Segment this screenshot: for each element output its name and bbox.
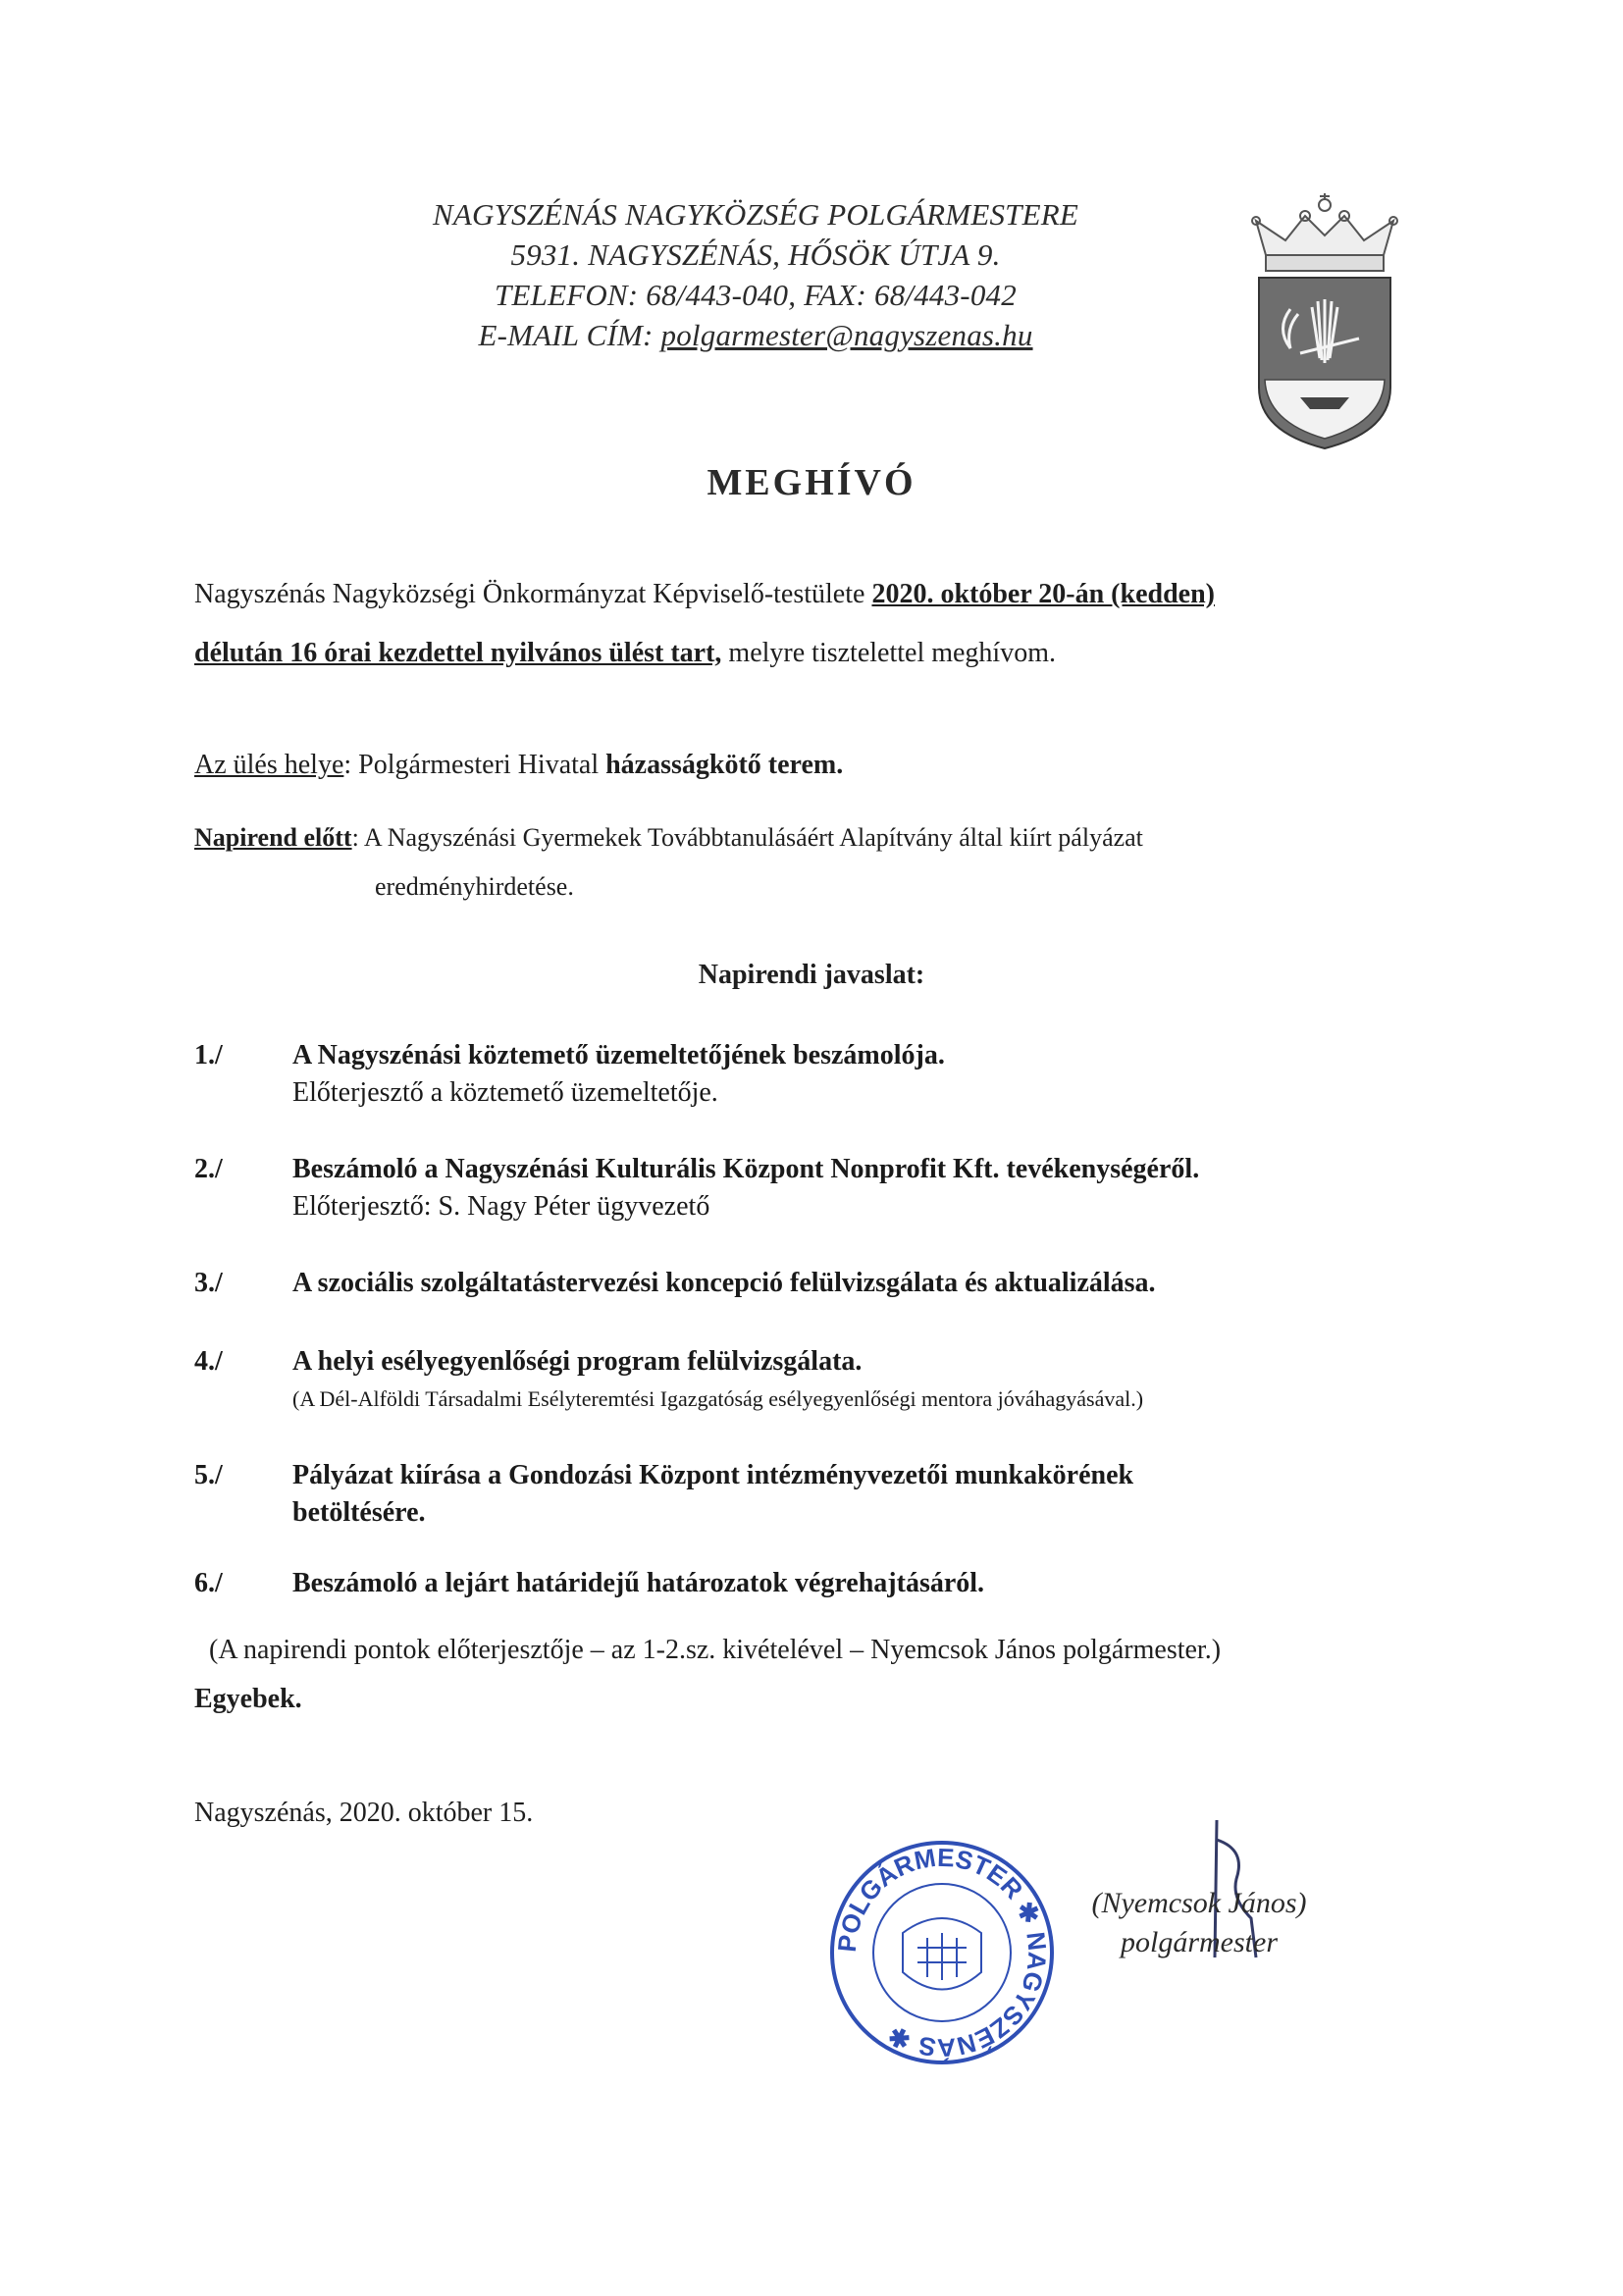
agenda-title: Napirendi javaslat: bbox=[698, 960, 925, 990]
agenda-item-title: Beszámoló a Nagyszénási Kulturális Központ Nonprofit Kft. tevékenységéről. bbox=[292, 1154, 1200, 1184]
agenda-item-title: Beszámoló a lejárt határidejű határozatok végrehajtásáról. bbox=[292, 1568, 985, 1598]
presenter-note: (A napirendi pontok előterjesztője – az 1-2.sz. kivételével – Nyemcsok János polgármester.) bbox=[209, 1635, 1222, 1665]
intro-invite-text: melyre tisztelettel meghívom. bbox=[721, 638, 1056, 668]
other-items: Egyebek. bbox=[194, 1684, 302, 1714]
agenda-item-title: Pályázat kiírása a Gondozási Központ intézményvezetői munkakörének bbox=[292, 1460, 1134, 1490]
signer-name: (Nyemcsok János) bbox=[1091, 1887, 1307, 1919]
meeting-time: délután 16 órai kezdettel nyilvános ülést tart, bbox=[194, 638, 722, 668]
email-label: E-MAIL CÍM: bbox=[478, 318, 661, 352]
agenda-item-presenter: Előterjesztő a köztemető üzemeltetője. bbox=[292, 1077, 718, 1108]
pre-agenda-label: Napirend előtt bbox=[194, 823, 352, 852]
place-room: házasságkötő terem. bbox=[605, 750, 844, 780]
intro-line-1 bbox=[194, 577, 1215, 612]
agenda-item-title: A Nagyszénási köztemető üzemeltetőjének beszámolója. bbox=[292, 1040, 945, 1070]
meeting-place bbox=[194, 748, 843, 783]
place-and-date: Nagyszénás, 2020. október 15. bbox=[194, 1798, 534, 1828]
agenda-item-number: 1./ bbox=[194, 1040, 223, 1070]
signer-block bbox=[1072, 1884, 1327, 1962]
letterhead bbox=[373, 194, 1138, 355]
agenda-item-number: 6./ bbox=[194, 1568, 223, 1598]
stamp-text: POLGÁRMESTER ✱ NAGYSZÉNÁS ✱ bbox=[831, 1842, 1053, 2063]
intro-line-2 bbox=[194, 636, 1056, 671]
agenda-item-presenter: Előterjesztő: S. Nagy Péter ügyvezető bbox=[292, 1191, 710, 1222]
pre-agenda-text: : A Nagyszénási Gyermekek Továbbtanulásáért Alapítvány által kiírt pályázat bbox=[351, 823, 1143, 852]
intro-text: Nagyszénás Nagyközségi Önkormányzat Képviselő-testülete bbox=[194, 579, 872, 609]
document-title: MEGHÍVÓ bbox=[707, 462, 916, 503]
agenda-item-number: 4./ bbox=[194, 1346, 223, 1377]
coat-of-arms-icon bbox=[1231, 191, 1418, 451]
agenda-item-number: 2./ bbox=[194, 1154, 223, 1184]
letterhead-phone-fax: TELEFON: 68/443-040, FAX: 68/443-042 bbox=[495, 278, 1017, 312]
letterhead-address: 5931. NAGYSZÉNÁS, HŐSÖK ÚTJA 9. bbox=[510, 237, 1001, 272]
letterhead-office: NAGYSZÉNÁS NAGYKÖZSÉG POLGÁRMESTERE bbox=[432, 197, 1079, 232]
agenda-item-title-continued: betöltésére. bbox=[292, 1497, 426, 1528]
agenda-item-number: 5./ bbox=[194, 1460, 223, 1490]
letterhead-email-line bbox=[373, 315, 1138, 355]
agenda-item-title: A helyi esélyegyenlőségi program felülvizsgálata. bbox=[292, 1346, 863, 1377]
agenda-item-number: 3./ bbox=[194, 1268, 223, 1298]
place-text: : Polgármesteri Hivatal bbox=[343, 750, 606, 780]
pre-agenda-line-1 bbox=[194, 820, 1143, 856]
agenda-item-title: A szociális szolgáltatástervezési koncepció felülvizsgálata és aktualizálása. bbox=[292, 1268, 1156, 1298]
signer-role: polgármester bbox=[1121, 1926, 1278, 1958]
email-link[interactable]: polgarmester@nagyszenas.hu bbox=[660, 318, 1033, 352]
meeting-date: 2020. október 20-án (kedden) bbox=[871, 579, 1215, 609]
agenda-item-note: (A Dél-Alföldi Társadalmi Esélyteremtési Igazgatóság esélyegyenlőségi mentora jóváhagyásával.) bbox=[292, 1386, 1144, 1411]
pre-agenda-line-2: eredményhirdetése. bbox=[375, 872, 574, 901]
official-stamp-icon bbox=[824, 1835, 1060, 2070]
place-label: Az ülés helye bbox=[194, 750, 344, 780]
